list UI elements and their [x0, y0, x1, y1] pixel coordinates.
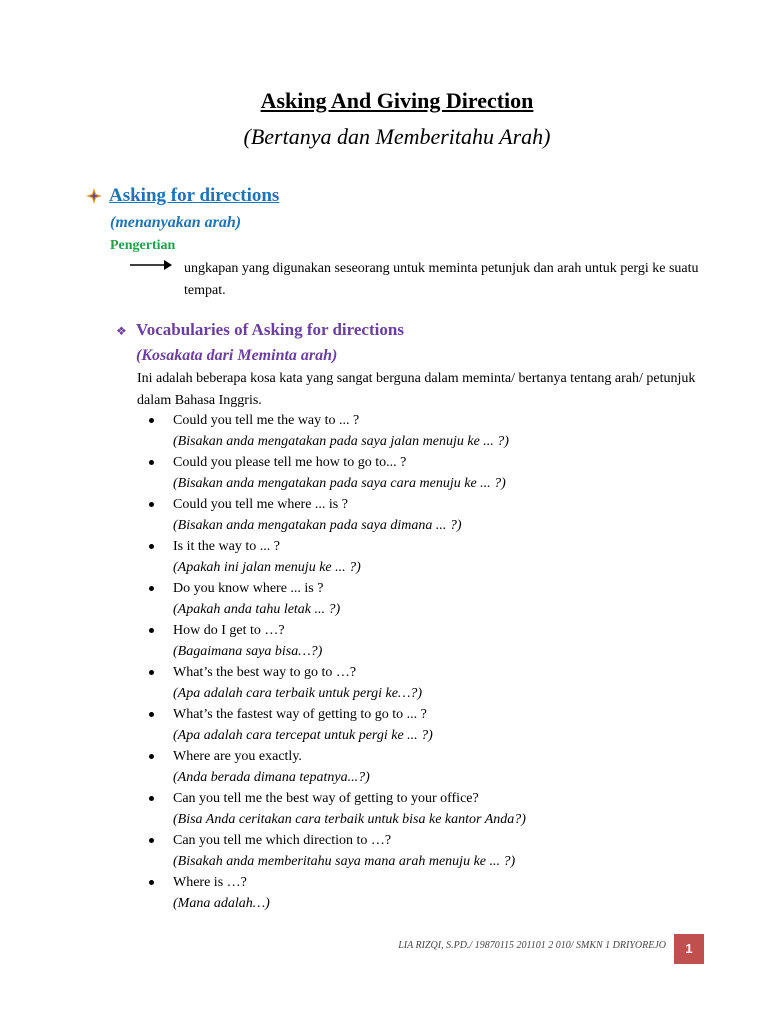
- vocab-translation: (Apakah anda tahu letak ... ?): [173, 602, 341, 617]
- list-item: [0, 578, 768, 620]
- definition-text: ungkapan yang digunakan seseorang untuk meminta petunjuk dan arah untuk pergi ke suatu tempat.: [184, 261, 699, 298]
- list-item: [0, 410, 768, 452]
- list-item: [0, 872, 768, 914]
- vocab-english: How do I get to …?: [173, 623, 285, 638]
- list-item: [0, 830, 768, 872]
- vocab-translation: (Bisakan anda mengatakan pada saya dimana ... ?): [173, 518, 462, 533]
- dot-bullet-icon: [149, 670, 154, 675]
- vocab-english: What’s the best way to go to …?: [173, 665, 357, 680]
- vocab-section-subtitle: (Kosakata dari Meminta arah): [136, 347, 338, 364]
- vocab-translation: (Apakah ini jalan menuju ke ... ?): [173, 560, 361, 575]
- diamond-bullet-icon: ❖: [116, 324, 127, 338]
- section-subtitle: (menanyakan arah): [110, 214, 242, 231]
- vocab-translation: (Bisakan anda mengatakan pada saya cara menuju ke ... ?): [173, 476, 506, 491]
- vocab-translation: (Bisakah anda memberitahu saya mana arah menuju ke ... ?): [173, 854, 516, 869]
- vocab-section-title: Vocabularies of Asking for directions: [136, 320, 404, 339]
- vocab-english: Is it the way to ... ?: [173, 539, 280, 554]
- dot-bullet-icon: [149, 586, 154, 591]
- list-item: [0, 788, 768, 830]
- vocab-translation: (Anda berada dimana tepatnya...?): [173, 770, 370, 785]
- footer-author: LIA RIZQI, S.PD./ 19870115 201101 2 010/ SMKN 1 DRIYOREJO: [398, 940, 666, 951]
- page-number-badge: 1: [674, 934, 704, 964]
- right-arrow-icon: [130, 259, 172, 271]
- list-item: [0, 746, 768, 788]
- dot-bullet-icon: [149, 544, 154, 549]
- dot-bullet-icon: [149, 460, 154, 465]
- vocab-english: What’s the fastest way of getting to go to ... ?: [173, 707, 427, 722]
- list-item: [0, 494, 768, 536]
- section-title: Asking for directions: [109, 185, 280, 206]
- vocab-english: Could you tell me where ... is ?: [173, 497, 348, 512]
- vocab-english: Where are you exactly.: [173, 749, 302, 764]
- dot-bullet-icon: [149, 712, 154, 717]
- dot-bullet-icon: [149, 880, 154, 885]
- page-title: Asking And Giving Direction: [260, 88, 534, 113]
- dot-bullet-icon: [149, 418, 154, 423]
- four-point-star-icon: [86, 188, 102, 204]
- vocab-english: Where is …?: [173, 875, 247, 890]
- vocab-english: Do you know where ... is ?: [173, 581, 324, 596]
- list-item: [0, 704, 768, 746]
- list-item: [0, 452, 768, 494]
- vocab-english: Can you tell me the best way of getting to your office?: [173, 791, 479, 806]
- vocab-translation: (Bisa Anda ceritakan cara terbaik untuk bisa ke kantor Anda?): [173, 812, 526, 827]
- dot-bullet-icon: [149, 502, 154, 507]
- dot-bullet-icon: [149, 838, 154, 843]
- dot-bullet-icon: [149, 796, 154, 801]
- vocab-intro: Ini adalah beberapa kosa kata yang sangat berguna dalam meminta/ bertanya tentang arah/ petunjuk dalam Bahasa Inggris.: [137, 371, 696, 408]
- vocab-english: Can you tell me which direction to …?: [173, 833, 392, 848]
- definition-label: Pengertian: [110, 238, 176, 253]
- vocab-english: Could you please tell me how to go to... ?: [173, 455, 407, 470]
- vocab-translation: (Mana adalah…): [173, 896, 270, 911]
- vocab-english: Could you tell me the way to ... ?: [173, 413, 360, 428]
- dot-bullet-icon: [149, 754, 154, 759]
- page-subtitle: (Bertanya dan Memberitahu Arah): [243, 124, 551, 149]
- vocab-translation: (Apa adalah cara terbaik untuk pergi ke…?): [173, 686, 423, 701]
- vocab-translation: (Apa adalah cara tercepat untuk pergi ke ... ?): [173, 728, 433, 743]
- vocab-translation: (Bagaimana saya bisa…?): [173, 644, 323, 659]
- list-item: [0, 536, 768, 578]
- dot-bullet-icon: [149, 628, 154, 633]
- vocab-list: [0, 410, 768, 914]
- list-item: [0, 662, 768, 704]
- vocab-translation: (Bisakan anda mengatakan pada saya jalan menuju ke ... ?): [173, 434, 509, 449]
- list-item: [0, 620, 768, 662]
